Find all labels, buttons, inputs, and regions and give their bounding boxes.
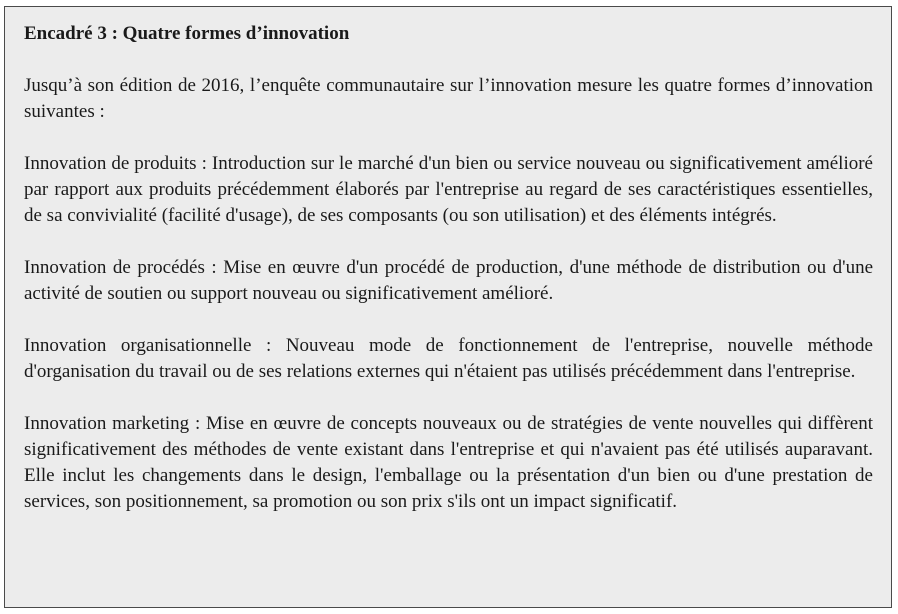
process-innovation-paragraph: Innovation de procédés : Mise en œuvre d'un procédé de production, d'une méthode de distribution ou d'une activité de soutien ou support nouveau ou significativement amélioré.: [24, 257, 873, 304]
organizational-innovation-paragraph: Innovation organisationnelle : Nouveau mode de fonctionnement de l'entreprise, nouvelle méthode d'organisation du travail ou de ses relations externes qui n'étaient pas utilisés précédemment dans l'entreprise.: [24, 335, 873, 382]
box-title: Encadré 3 : Quatre formes d’innovation: [24, 23, 350, 44]
intro-paragraph: Jusqu’à son édition de 2016, l’enquête communautaire sur l’innovation mesure les quatre formes d’innovation suivantes :: [24, 75, 873, 122]
text-box-encadre: [4, 6, 892, 608]
product-innovation-paragraph: Innovation de produits : Introduction sur le marché d'un bien ou service nouveau ou significativement amélioré par rapport aux produits précédemment élaborés par l'entreprise au regard de ses caractéristiques essentielles, de sa convivialité (facilité d'usage), de ses composants (ou son utilisation) et des éléments intégrés.: [24, 153, 873, 226]
marketing-innovation-paragraph: Innovation marketing : Mise en œuvre de concepts nouveaux ou de stratégies de vente nouvelles qui diffèrent significativement des méthodes de vente existant dans l'entreprise et qui n'avaient pas été utilisés auparavant. Elle inclut les changements dans le design, l'emballage ou la présentation d'un bien ou d'une prestation de services, son positionnement, sa promotion ou son prix s'ils ont un impact significatif.: [24, 413, 873, 512]
